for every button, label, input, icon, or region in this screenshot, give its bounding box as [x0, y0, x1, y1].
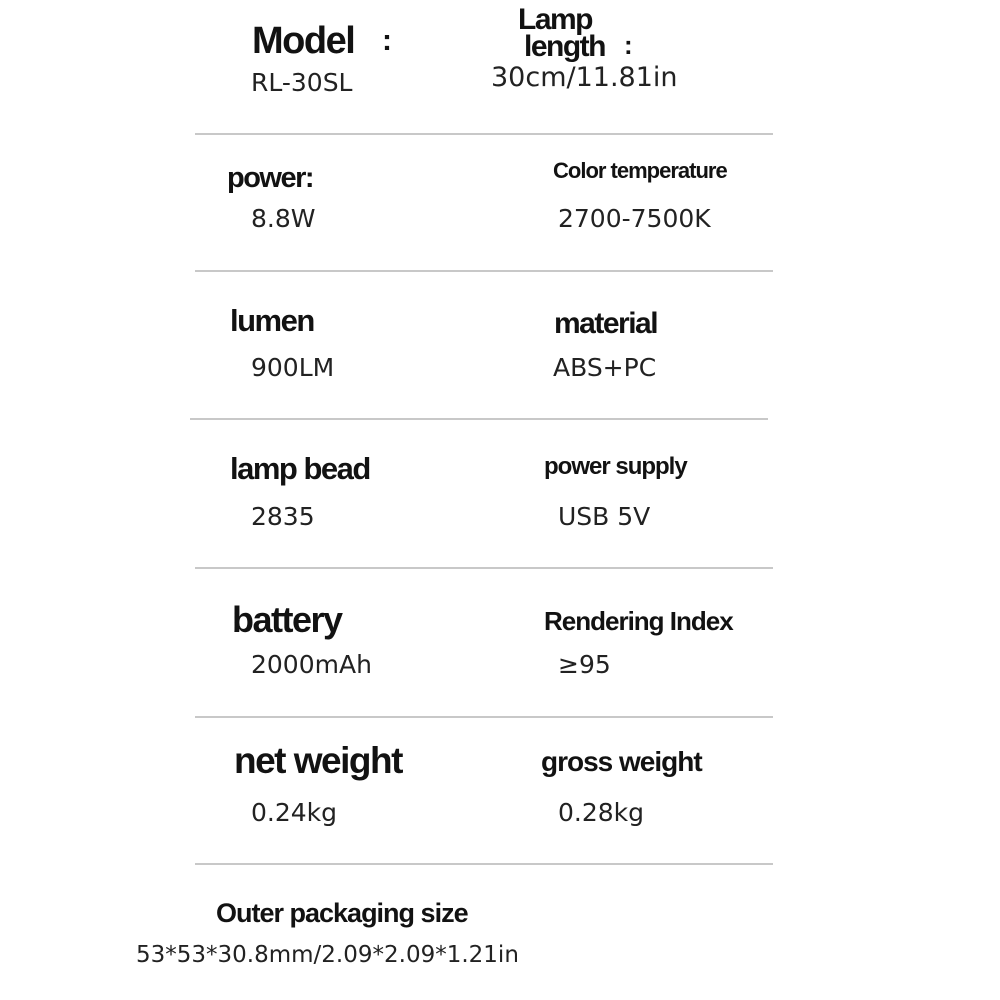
- lumen-value: 900LM: [251, 353, 335, 382]
- color-temperature-value: 2700-7500K: [558, 204, 711, 233]
- gross-weight-label: gross weight: [541, 746, 702, 777]
- gross-weight-value: 0.28kg: [558, 798, 645, 827]
- lamp-length-colon: :: [624, 30, 632, 60]
- battery-value: 2000mAh: [251, 650, 372, 679]
- divider: [190, 418, 768, 420]
- model-value: RL-30SL: [251, 68, 353, 97]
- lamp-bead-value: 2835: [251, 502, 315, 531]
- lamp-length-label-line1: Lamp: [518, 3, 593, 36]
- packaging-size-label: Outer packaging size: [216, 898, 468, 928]
- power-supply-label: power supply: [544, 453, 687, 480]
- divider: [195, 270, 773, 272]
- lamp-length-label-line2: length: [524, 30, 605, 63]
- packaging-size-value: 53*53*30.8mm/2.09*2.09*1.21in: [136, 942, 519, 968]
- power-label: power:: [227, 162, 314, 194]
- lumen-label: lumen: [230, 303, 314, 338]
- net-weight-value: 0.24kg: [251, 798, 338, 827]
- net-weight-label: net weight: [234, 740, 402, 781]
- lamp-length-value: 30cm/11.81in: [491, 62, 678, 93]
- material-value: ABS+PC: [553, 353, 657, 382]
- divider: [195, 716, 773, 718]
- model-colon: :: [382, 24, 391, 57]
- divider: [195, 863, 773, 865]
- color-temperature-label: Color temperature: [553, 158, 727, 183]
- material-label: material: [554, 307, 658, 340]
- rendering-index-value: ≥95: [558, 650, 611, 679]
- model-label: Model: [252, 20, 355, 62]
- divider: [195, 567, 773, 569]
- battery-label: battery: [232, 599, 342, 640]
- power-value: 8.8W: [251, 204, 316, 233]
- lamp-bead-label: lamp bead: [230, 451, 370, 486]
- divider: [195, 133, 773, 135]
- rendering-index-label: Rendering Index: [544, 606, 733, 636]
- power-supply-value: USB 5V: [558, 502, 651, 531]
